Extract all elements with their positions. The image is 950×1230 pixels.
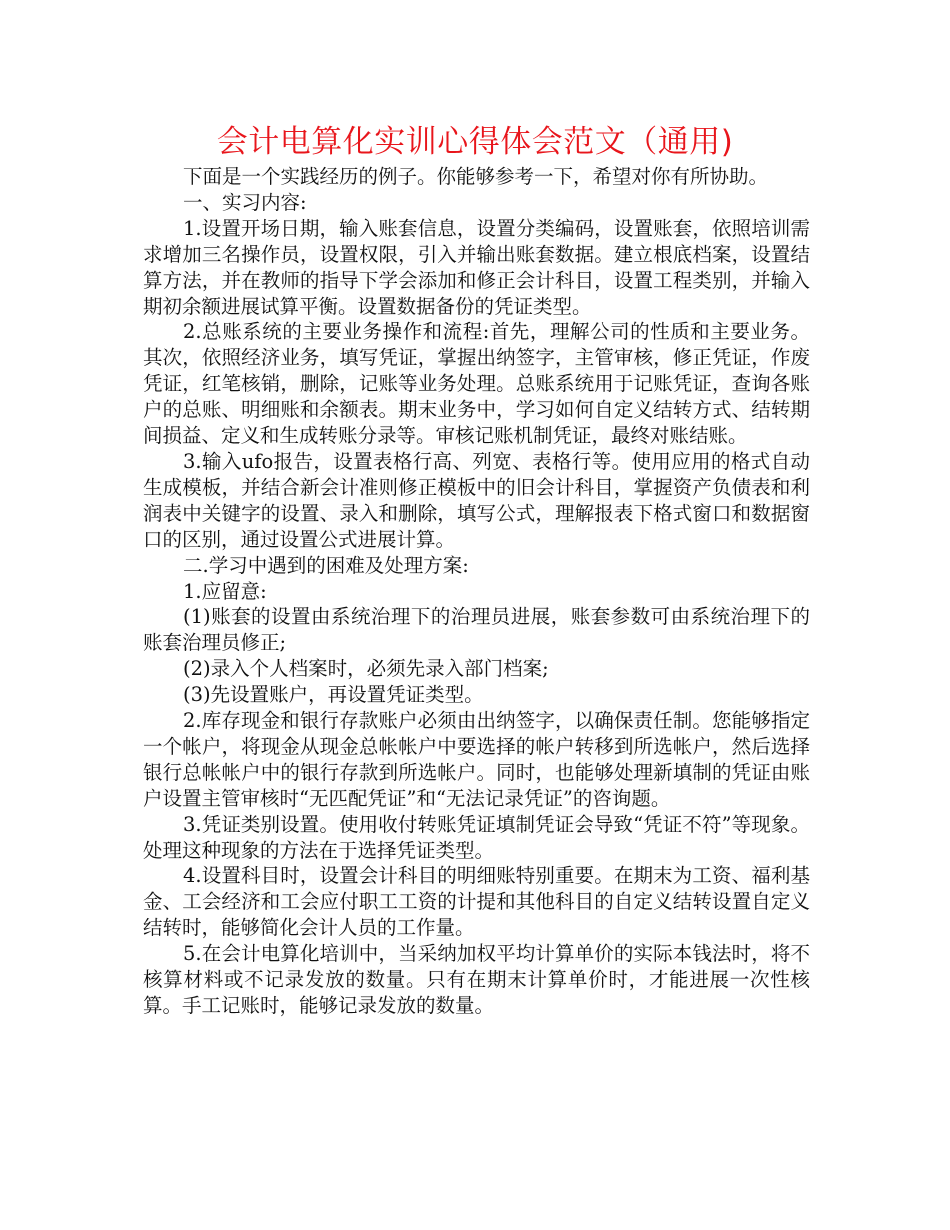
document-title: 会计电算化实训心得体会范文（通用) — [216, 124, 734, 160]
paragraph-note-heading: 1.应留意: — [183, 579, 267, 603]
paragraph-difficulty-4: 4.设置科目时，设置会计科目的明细账特别重要。在期末为工资、福利基金、工会经济和工会应付职工工资的计提和其他科目的自定义结转设置自定义结转时，能够简化会计人员的工作量。 — [143, 864, 810, 940]
paragraph-item-2: 2.总账系统的主要业务操作和流程:首先，理解公司的性质和主要业务。其次，依照经济业务，填写凭证，掌握出纳签字，主管审核，修正凭证，作废凭证，红笔核销，删除，记账等业务处理。总账系统用于记账凭证，查询各账户的总账、明细账和余额表。期末业务中，学习如何自定义结转方式、结转期间损益、定义和生成转账分录等。审核记账机制凭证，最终对账结账。 — [143, 320, 810, 448]
paragraph-item-3: 3.输入ufo报告，设置表格行高、列宽、表格行等。使用应用的格式自动生成模板，并结合新会计准则修正模板中的旧会计科目，掌握资产负债表和利润表中关键字的设置、录入和删除，填写公式，理解报表下格式窗口和数据窗口的区别，通过设置公式进展计算。 — [143, 449, 810, 551]
paragraph-note-3: (3)先设置账户，再设置凭证类型。 — [183, 683, 484, 707]
section-heading-internship-content: 一、实习内容: — [183, 190, 307, 214]
paragraph-item-1: 1.设置开场日期，输入账套信息，设置分类编码，设置账套，依照培训需求增加三名操作员，设置权限，引入并输出账套数据。建立根底档案，设置结算方法，并在教师的指导下学会添加和修正会计科目，设置工程类别，并输入期初余额进展试算平衡。设置数据备份的凭证类型。 — [143, 216, 810, 318]
paragraph-difficulty-2: 2.库存现金和银行存款账户必须由出纳签字，以确保责任制。您能够指定一个帐户，将现金从现金总帐帐户中要选择的帐户转移到所选帐户，然后选择银行总帐帐户中的银行存款到所选帐户。同时，也能够处理新填制的凭证由账户设置主管审核时“无匹配凭证”和“无法记录凭证”的咨询题。 — [143, 709, 810, 810]
paragraph-note-1: (1)账套的设置由系统治理下的治理员进展，账套参数可由系统治理下的账套治理员修正; — [143, 605, 810, 655]
paragraph-difficulty-5: 5.在会计电算化培训中，当采纳加权平均计算单价的实际本钱法时，将不核算材料或不记录发放的数量。只有在期末计算单价时，才能进展一次性核算。手工记账时，能够记录发放的数量。 — [143, 942, 810, 1017]
paragraph-difficulty-3: 3.凭证类别设置。使用收付转账凭证填制凭证会导致“凭证不符”等现象。处理这种现象的方法在于选择凭证类型。 — [143, 812, 810, 862]
section-heading-difficulties: 二.学习中遇到的困难及处理方案: — [183, 553, 469, 577]
document-body — [143, 164, 810, 1019]
paragraph-intro: 下面是一个实践经历的例子。你能够参考一下，希望对你有所协助。 — [183, 165, 769, 188]
paragraph-note-2: (2)录入个人档案时，必须先录入部门档案; — [183, 657, 549, 681]
